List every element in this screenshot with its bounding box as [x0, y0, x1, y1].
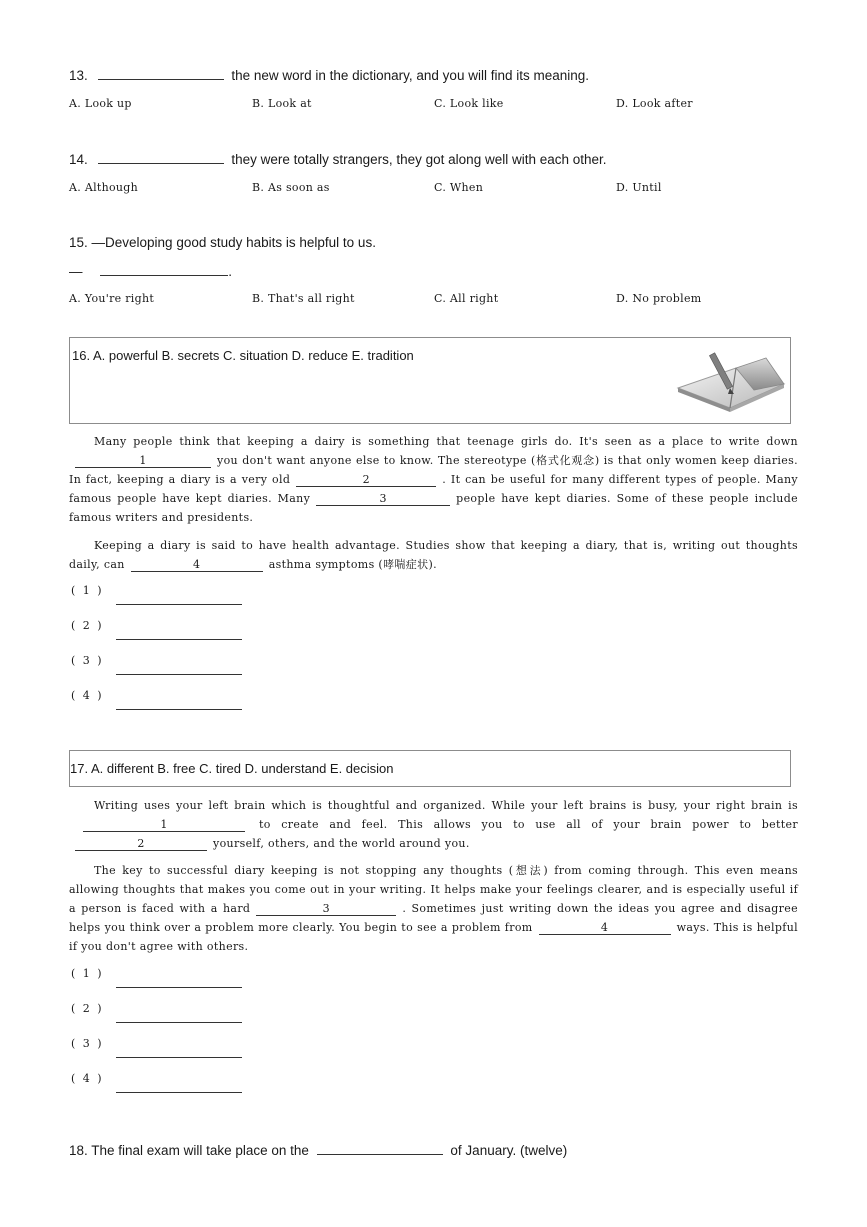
- answer-label-3: ( 3 ): [71, 654, 104, 667]
- option-a[interactable]: A. Although: [69, 181, 139, 194]
- answer-line-4[interactable]: [116, 708, 242, 710]
- answer-line-2[interactable]: [116, 638, 242, 640]
- question-text: they were totally strangers, they got along well with each other.: [231, 152, 607, 167]
- answer-label-1: ( 1 ): [71, 584, 104, 597]
- passage-blank-2[interactable]: 2: [296, 473, 436, 487]
- answer-label-3: ( 3 ): [71, 1037, 104, 1050]
- passage-blank-3[interactable]: 3: [316, 492, 450, 506]
- passage-blank-3[interactable]: 3: [256, 902, 396, 916]
- option-a[interactable]: A. You're right: [69, 292, 155, 305]
- answer-label-1: ( 1 ): [71, 967, 104, 980]
- passage-16-p1: Many people think that keeping a dairy is something that teenage girls do. It's seen as a place to write down1 you don't want anyone else to know. The stereotype (格式化观念) is that only women keep diaries. In fact, keeping a diary is a very old 2 . It can be useful for many different types of people. Many famous people have kept diaries. Many 3 people have kept diaries. Some of these people include famous writers and presidents.: [69, 435, 798, 524]
- option-a[interactable]: A. Look up: [69, 97, 132, 110]
- option-d[interactable]: D. No problem: [616, 292, 702, 305]
- answer-line-1[interactable]: [116, 603, 242, 605]
- passage-blank-1[interactable]: 1: [83, 818, 245, 832]
- answer-line-1[interactable]: [116, 986, 242, 988]
- question-text: of January. (twelve): [450, 1143, 568, 1158]
- passage-blank-4[interactable]: 4: [539, 921, 671, 935]
- passage-17-p2: The key to successful diary keeping is not stopping any thoughts (想法) from coming through. This even means allowing thoughts that makes you come out in your writing. It helps make your feelings clearer, and is especially useful if a person is faced with a hard 3 . Sometimes just writing down the ideas you agree and disagree helps you think over a problem more clearly. You begin to see a problem from 4 ways. This is helpful if you don't agree with others.: [69, 864, 798, 953]
- word-bank-box-16: [69, 337, 791, 424]
- question-15-stem: 15. —Developing good study habits is helpful to us.: [69, 235, 376, 250]
- question-14-stem: [69, 151, 607, 167]
- passage-16-p2: Keeping a diary is said to have health advantage. Studies show that keeping a diary, that is, writing out thoughts daily, can 4 asthma symptoms (哮喘症状).: [69, 539, 798, 571]
- option-d[interactable]: D. Look after: [616, 97, 693, 110]
- question-number: 13.: [69, 68, 88, 83]
- question-18-stem: [69, 1142, 567, 1158]
- word-bank-text: 16. A. powerful B. secrets C. situation D. reduce E. tradition: [72, 348, 414, 363]
- option-c[interactable]: C. When: [434, 181, 484, 194]
- word-bank-text: 17. A. different B. free C. tired D. understand E. decision: [70, 761, 394, 776]
- answer-blank[interactable]: [98, 67, 224, 80]
- passage-blank-1[interactable]: 1: [75, 454, 211, 468]
- option-b[interactable]: B. As soon as: [252, 181, 330, 194]
- answer-line-3[interactable]: [116, 673, 242, 675]
- answer-label-4: ( 4 ): [71, 1072, 104, 1085]
- answer-label-2: ( 2 ): [71, 1002, 104, 1015]
- word-bank-box-17: [69, 750, 791, 787]
- question-text: 18. The final exam will take place on the: [69, 1143, 309, 1158]
- answer-line-3[interactable]: [116, 1056, 242, 1058]
- answer-line-4[interactable]: [116, 1091, 242, 1093]
- passage-blank-4[interactable]: 4: [131, 558, 263, 572]
- question-15-reply: — .: [69, 264, 233, 279]
- answer-blank[interactable]: [98, 151, 224, 164]
- answer-blank[interactable]: [100, 263, 228, 276]
- option-d[interactable]: D. Until: [616, 181, 662, 194]
- answer-label-4: ( 4 ): [71, 689, 104, 702]
- dash: —: [69, 264, 83, 279]
- passage-17-p1: Writing uses your left brain which is thoughtful and organized. While your left brains is busy, your right brain is1 to create and feel. This allows you to use all of your brain power to better2 yourself, others, and the world around you.: [69, 796, 798, 853]
- option-c[interactable]: C. All right: [434, 292, 499, 305]
- option-c[interactable]: C. Look like: [434, 97, 504, 110]
- question-text: the new word in the dictionary, and you will find its meaning.: [231, 68, 590, 83]
- passage-blank-2[interactable]: 2: [75, 837, 207, 851]
- answer-label-2: ( 2 ): [71, 619, 104, 632]
- question-13-stem: [69, 67, 589, 83]
- option-b[interactable]: B. Look at: [252, 97, 312, 110]
- answer-line-2[interactable]: [116, 1021, 242, 1023]
- answer-blank[interactable]: [317, 1142, 443, 1155]
- question-number: 14.: [69, 152, 88, 167]
- notebook-pen-icon: [674, 346, 786, 414]
- option-b[interactable]: B. That's all right: [252, 292, 355, 305]
